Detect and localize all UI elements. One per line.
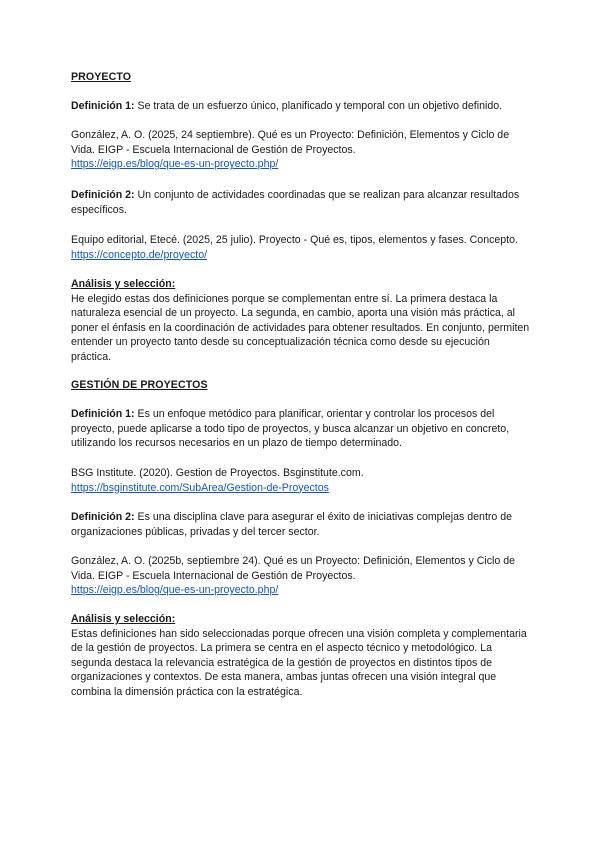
- gestion-definition-1: [71, 407, 531, 451]
- proyecto-analysis: [71, 277, 531, 365]
- definition-label: Definición 2:: [71, 189, 135, 201]
- definition-label: Definición 1:: [71, 100, 135, 112]
- section-heading-proyecto: PROYECTO: [71, 71, 132, 83]
- citation-text: Equipo editorial, Etecé. (2025, 25 julio). Proyecto - Qué es, tipos, elementos y fases. Concepto.: [71, 234, 518, 246]
- gestion-citation-2: [71, 554, 531, 598]
- citation-link[interactable]: https://concepto.de/proyecto/: [71, 248, 208, 261]
- definition-label: Definición 2:: [71, 511, 135, 523]
- analysis-text: Estas definiciones han sido seleccionadas porque ofrecen una visión completa y complementaria de la gestión de proyectos. La primera se centra en el aspecto técnico y metodológico. La segunda destaca la relevancia estratégica de la gestión de proyectos en distintos tipos de organizaciones y contextos. De esta manera, ambas juntas ofrecen una visión integral que combina la dimensión práctica con la estratégica.: [71, 627, 527, 698]
- analysis-label: Análisis y selección:: [71, 278, 176, 290]
- proyecto-definition-2: [71, 188, 531, 217]
- gestion-citation-1: [71, 466, 531, 495]
- gestion-definition-2: [71, 510, 531, 539]
- gestion-analysis: [71, 612, 531, 700]
- section-heading-gestion: GESTIÓN DE PROYECTOS: [71, 379, 208, 391]
- definition-text: Es un enfoque metódico para planificar, orientar y controlar los procesos del proyecto, puede aplicarse a todo tipo de proyectos, y busca alcanzar un objetivo en concreto, utilizando los recursos necesarios en un plazo de tiempo determinado.: [71, 408, 510, 450]
- proyecto-citation-1: [71, 128, 531, 172]
- citation-link[interactable]: https://eigp.es/blog/que-es-un-proyecto.php/: [71, 158, 279, 171]
- analysis-text: He elegido estas dos definiciones porque se complementan entre sí. La primera destaca la naturaleza esencial de un proyecto. La segunda, en cambio, aporta una visión más práctica, al poner el énfasis en la coordinación de actividades para obtener resultados. En conjunto, permiten entender un proyecto tanto desde su conceptualización técnica como desde su ejecución práctica.: [71, 292, 530, 363]
- citation-text: González, A. O. (2025b, septiembre 24). Qué es un Proyecto: Definición, Elementos y Ciclo de Vida. EIGP - Escuela Internacional de Gestión de Proyectos.: [71, 555, 515, 582]
- proyecto-definition-1: [71, 99, 531, 114]
- definition-text: Un conjunto de actividades coordinadas que se realizan para alcanzar resultados específicos.: [71, 189, 520, 216]
- definition-text: Es una disciplina clave para asegurar el éxito de iniciativas complejas dentro de organizaciones públicas, privadas y del tercer sector.: [71, 511, 513, 538]
- definition-label: Definición 1:: [71, 408, 135, 420]
- definition-text: Se trata de un esfuerzo único, planificado y temporal con un objetivo definido.: [134, 100, 503, 112]
- citation-link[interactable]: https://bsginstitute.com/SubArea/Gestion-de-Proyectos: [71, 481, 329, 494]
- analysis-label: Análisis y selección:: [71, 613, 176, 625]
- proyecto-citation-2: [71, 233, 531, 262]
- citation-link[interactable]: https://eigp.es/blog/que-es-un-proyecto.php/: [71, 584, 279, 597]
- citation-text: BSG Institute. (2020). Gestion de Proyectos. Bsginstitute.com.: [71, 467, 364, 479]
- citation-text: González, A. O. (2025, 24 septiembre). Qué es un Proyecto: Definición, Elementos y Ciclo de Vida. EIGP - Escuela Internacional de Gestión de Proyectos.: [71, 129, 510, 156]
